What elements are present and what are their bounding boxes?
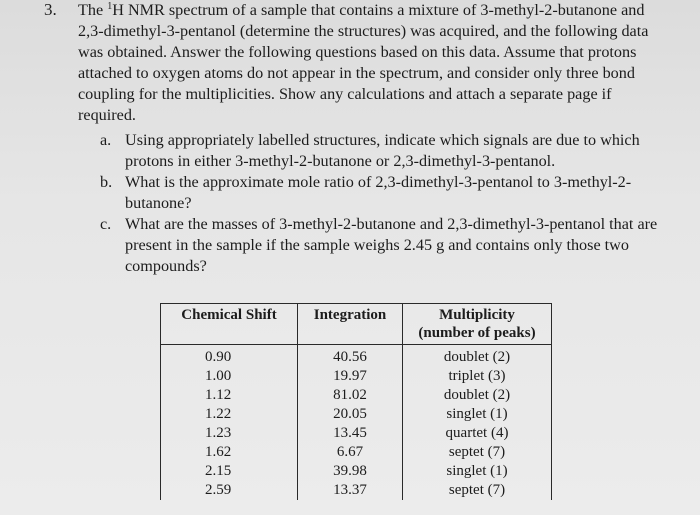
cell-shift: 1.22 xyxy=(161,405,298,424)
table-row xyxy=(161,443,552,462)
part-a-line-1: Using appropriately labelled structures, indicate which signals are due to which xyxy=(125,131,640,149)
part-a-text xyxy=(125,130,685,172)
cell-shift: 1.23 xyxy=(161,424,298,443)
table-row xyxy=(161,345,552,368)
intro-line-4: attached to oxygen atoms do not appear in the spectrum, and consider only three bond xyxy=(78,64,635,82)
part-b-text xyxy=(125,172,685,214)
question-intro xyxy=(78,0,678,126)
part-b-marker: b. xyxy=(100,173,113,191)
intro-line-3: was obtained. Answer the following questions based on this data. Assume that protons xyxy=(78,43,637,61)
question-number: 3. xyxy=(44,0,57,19)
header-multiplicity-line-1: Multiplicity xyxy=(439,307,515,323)
intro-line-6: required. xyxy=(78,106,136,124)
header-integration: Integration xyxy=(298,304,403,345)
cell-multiplicity: quartet (4) xyxy=(403,424,552,443)
cell-shift: 1.62 xyxy=(161,443,298,462)
part-c-line-2: present in the sample if the sample weighs 2.45 g and contains only those two xyxy=(125,236,629,254)
cell-multiplicity: septet (7) xyxy=(403,481,552,500)
table-row xyxy=(161,481,552,500)
part-a-line-2: protons in either 3-methyl-2-butanone or 2,3-dimethyl-3-pentanol. xyxy=(125,152,556,170)
header-multiplicity-line-2: (number of peaks) xyxy=(418,325,536,341)
cell-integration: 40.56 xyxy=(298,345,403,368)
table-row xyxy=(161,424,552,443)
intro-line-1-post: H NMR spectrum of a sample that contains a mixture of 3-methyl-2-butanone and xyxy=(112,1,645,19)
table-row xyxy=(161,386,552,405)
cell-shift: 1.00 xyxy=(161,367,298,386)
table-row xyxy=(161,462,552,481)
cell-shift: 2.59 xyxy=(161,481,298,500)
isotope-superscript: 1 xyxy=(107,1,113,12)
cell-shift: 1.12 xyxy=(161,386,298,405)
part-b-line-2: butanone? xyxy=(125,194,192,212)
part-a-marker: a. xyxy=(100,131,112,149)
cell-multiplicity: triplet (3) xyxy=(403,367,552,386)
intro-line-1 xyxy=(78,0,678,21)
part-c-line-3: compounds? xyxy=(125,257,207,275)
cell-integration: 13.45 xyxy=(298,424,403,443)
table-row xyxy=(161,367,552,386)
cell-multiplicity: doublet (2) xyxy=(403,386,552,405)
cell-multiplicity: septet (7) xyxy=(403,443,552,462)
cell-integration: 39.98 xyxy=(298,462,403,481)
part-c-text xyxy=(125,214,685,277)
header-chemical-shift: Chemical Shift xyxy=(161,304,298,345)
part-c-line-1: What are the masses of 3-methyl-2-butanone and 2,3-dimethyl-3-pentanol that are xyxy=(125,215,658,233)
cell-integration: 20.05 xyxy=(298,405,403,424)
part-b-line-1: What is the approximate mole ratio of 2,3-dimethyl-3-pentanol to 3-methyl-2- xyxy=(125,173,632,191)
intro-line-2: 2,3-dimethyl-3-pentanol (determine the structures) was acquired, and the following data xyxy=(78,22,649,40)
cell-multiplicity: singlet (1) xyxy=(403,405,552,424)
part-c-marker: c. xyxy=(100,215,112,233)
cell-integration: 81.02 xyxy=(298,386,403,405)
cell-shift: 2.15 xyxy=(161,462,298,481)
cell-integration: 13.37 xyxy=(298,481,403,500)
intro-line-1-pre: The xyxy=(78,1,108,19)
intro-line-5: coupling for the multiplicities. Show any calculations and attach a separate page if xyxy=(78,85,612,103)
cell-multiplicity: singlet (1) xyxy=(403,462,552,481)
table-header-row xyxy=(161,304,552,345)
cell-shift: 0.90 xyxy=(161,345,298,368)
cell-integration: 19.97 xyxy=(298,367,403,386)
nmr-data-table xyxy=(160,303,552,500)
header-multiplicity xyxy=(403,304,552,345)
table-row xyxy=(161,405,552,424)
cell-integration: 6.67 xyxy=(298,443,403,462)
cell-multiplicity: doublet (2) xyxy=(403,345,552,368)
